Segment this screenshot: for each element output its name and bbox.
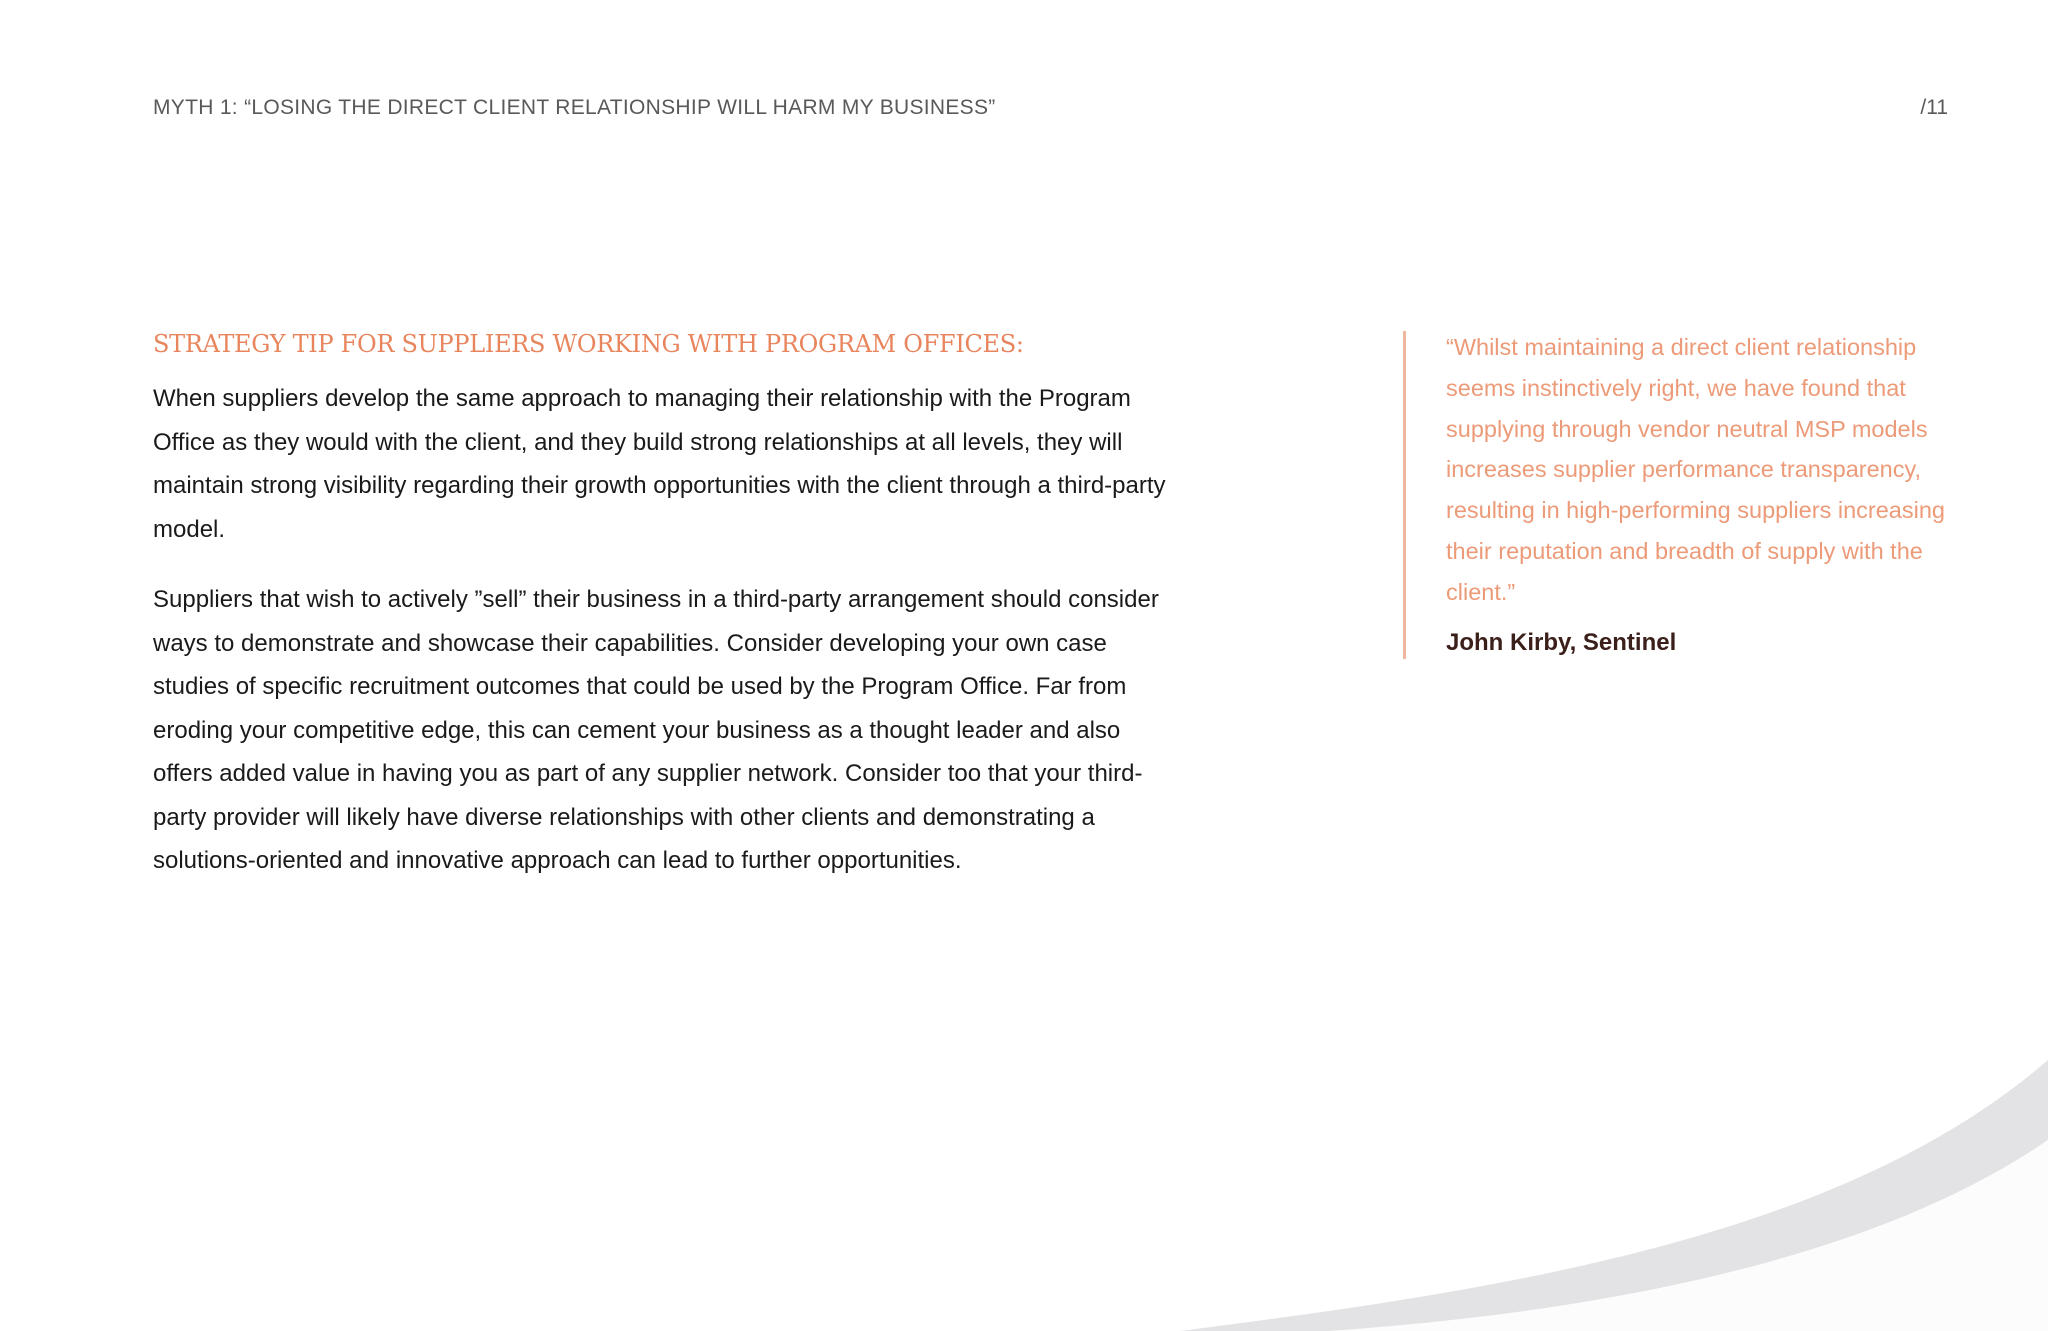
- section-header-title: MYTH 1: “LOSING THE DIRECT CLIENT RELATIONSHIP WILL HARM MY BUSINESS”: [153, 96, 996, 119]
- body-paragraph-1: When suppliers develop the same approach to managing their relationship with the Program Office as they would with the client, and they build strong relationships at all levels, they will maintain strong visibility regarding their growth opportunities with the client through a third-party model.: [153, 385, 1166, 543]
- page-number: /11: [1920, 96, 1948, 119]
- pull-quote: [1403, 331, 1963, 659]
- strategy-tip-heading: STRATEGY TIP FOR SUPPLIERS WORKING WITH PROGRAM OFFICES:: [153, 330, 1024, 358]
- body-paragraph-2: Suppliers that wish to actively ”sell” their business in a third-party arrangement should consider ways to demonstrate and showcase their capabilities. Consider developing your own case studies of specific recruitment outcomes that could be used by the Program Office. Far from eroding your competitive edge, this can cement your business as a thought leader and also offers added value in having you as part of any supplier network. Consider too that your third-party provider will likely have diverse relationships with other clients and demonstrating a solutions-oriented and innovative approach can lead to further opportunities.: [153, 586, 1159, 874]
- main-content: [153, 327, 1183, 883]
- pull-quote-text: “Whilst maintaining a direct client relationship seems instinctively right, we have found that supplying through vendor neutral MSP models increases supplier performance transparency, resulting in high-performing suppliers increasing their reputation and breadth of supply with the client.”: [1446, 334, 1945, 605]
- pull-quote-author: John Kirby, Sentinel: [1446, 628, 1677, 656]
